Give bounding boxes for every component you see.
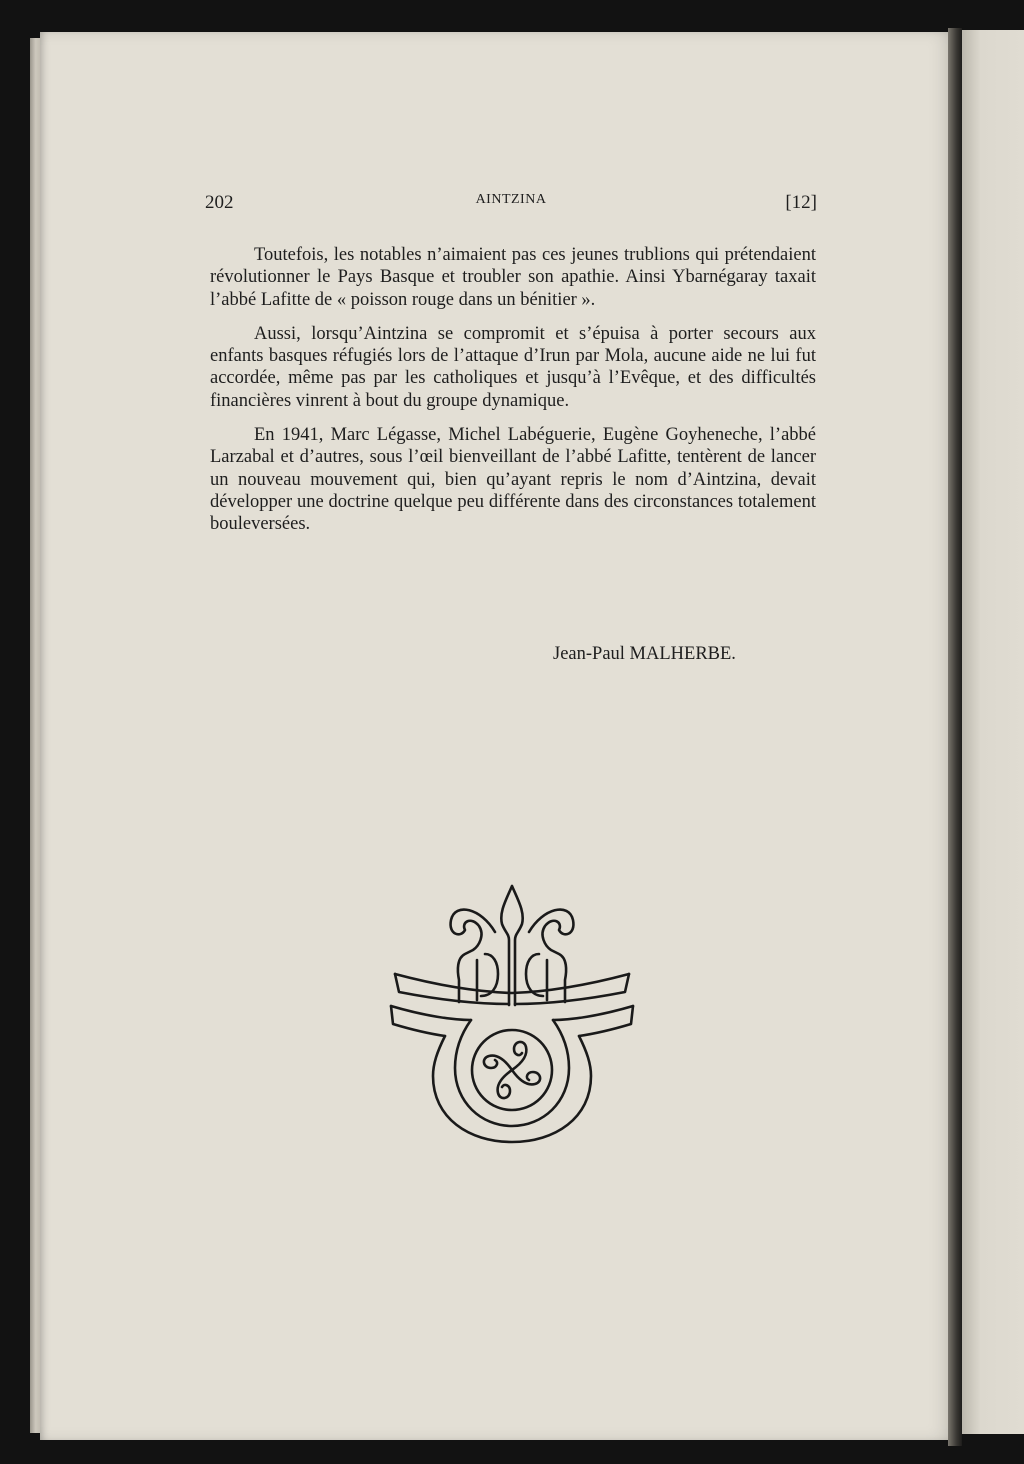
paragraph: Toutefois, les notables n’aimaient pas ces jeunes trublions qui prétendaient révolutionner le Pays Basque et troubler son apathie. Ainsi Ybarnégaray taxait l’abbé Lafitte de « poisson rouge dans un bénitier ».	[210, 245, 816, 310]
article-body	[210, 244, 816, 548]
running-header	[205, 192, 817, 222]
section-number: [12]	[785, 192, 817, 213]
author-signature: Jean-Paul MALHERBE.	[553, 644, 736, 664]
paragraph: Aussi, lorsqu’Aintzina se compromit et s’épuisa à porter secours aux enfants basques réfugiés lors de l’attaque d’Irun par Mola, aucune aide ne lui fut accordée, même pas par les catholiques et jusqu’à l’Evêque, et des difficultés financières vinrent à bout du groupe dynamique.	[210, 323, 816, 411]
aintzina-emblem-lauburu-icon	[385, 880, 640, 1150]
facing-page-edge	[962, 30, 1024, 1434]
running-title: AINTZINA	[475, 192, 547, 207]
page-number: 202	[205, 192, 234, 213]
book-gutter	[948, 28, 962, 1446]
paragraph: En 1941, Marc Légasse, Michel Labéguerie, Eugène Goyheneche, l’abbé Larzabal et d’autres, sous l’œil bienveillant de l’abbé Lafitte, tentèrent de lancer un nouveau mouvement qui, bien qu’ayant repris le nom d’Aintzina, devait développer une doctrine quelque peu différente dans des circonstances totalement bouleversées.	[210, 425, 816, 535]
